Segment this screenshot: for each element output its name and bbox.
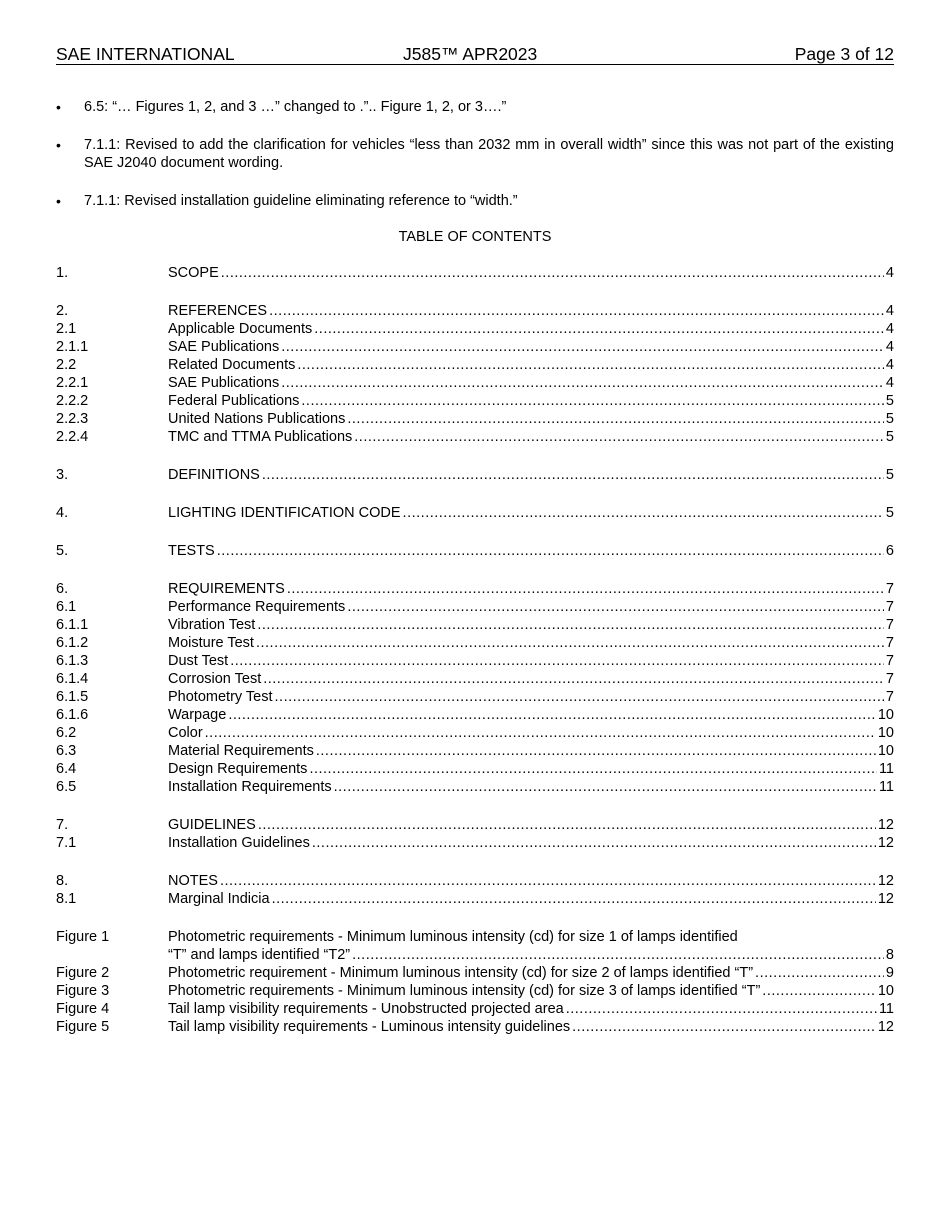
toc-entry[interactable] [56,834,894,852]
toc-entry-title: Warpage [168,707,227,723]
toc-entry-page: 5 [885,505,894,521]
toc-entry-page: 12 [877,891,894,907]
toc-entry[interactable] [56,816,894,834]
toc-entry-page: 5 [885,429,894,445]
figure-title: “T” and lamps identified “T2” [168,947,351,963]
dot-leader [572,1018,876,1036]
toc-entry[interactable] [56,688,894,706]
toc-entry-number: 6.1.3 [56,653,89,669]
toc-entry-number: 2.1 [56,321,77,337]
toc-entry[interactable] [56,356,894,374]
dot-leader [281,338,884,356]
dot-leader [352,946,884,964]
toc-entry-number: 6.1 [56,599,77,615]
table-of-contents [56,264,894,1036]
toc-entry-page: 12 [877,873,894,889]
toc-entry[interactable] [56,778,894,796]
figure-number: Figure 1 [56,929,110,945]
toc-entry-title: TMC and TTMA Publications [168,429,353,445]
toc-entry-page: 11 [878,761,894,777]
toc-entry-title: REFERENCES [168,303,268,319]
toc-entry-title: Color [168,725,203,741]
figure-entry[interactable] [56,928,894,946]
toc-entry-title: Installation Guidelines [168,835,310,851]
toc-entry-number: 8.1 [56,891,77,907]
toc-entry-title: Federal Publications [168,393,300,409]
dot-leader [297,356,884,374]
header-document-id: J585™ APR2023 [403,44,538,64]
dot-leader [272,890,876,908]
toc-entry[interactable] [56,374,894,392]
figure-page: 10 [877,983,894,999]
toc-entry-number: 4. [56,505,69,521]
dot-leader [347,598,884,616]
toc-entry[interactable] [56,504,894,522]
toc-entry-page: 4 [885,265,894,281]
toc-entry-title: Vibration Test [168,617,256,633]
toc-entry[interactable] [56,706,894,724]
toc-entry-title: GUIDELINES [168,817,256,833]
toc-entry-title: Applicable Documents [168,321,313,337]
figure-entry[interactable] [56,1000,894,1018]
dot-leader [347,410,884,428]
bullet-dot-icon: • [56,193,61,209]
figure-entry[interactable] [56,1018,894,1036]
figure-entry[interactable] [56,982,894,1000]
dot-leader [262,466,884,484]
toc-entry-number: 6.5 [56,779,77,795]
toc-entry-number: 8. [56,873,69,889]
figure-title: Photometric requirement - Minimum luminous intensity (cd) for size 2 of lamps identified “T” [168,965,754,981]
figure-entry-continued[interactable] [56,946,894,964]
toc-entry-number: 2.2.3 [56,411,89,427]
toc-entry-page: 5 [885,467,894,483]
toc-entry-page: 7 [885,653,894,669]
toc-entry-page: 11 [878,779,894,795]
toc-entry-title: Marginal Indicia [168,891,270,907]
toc-entry-number: 3. [56,467,69,483]
toc-entry-title: Material Requirements [168,743,314,759]
figure-page: 8 [885,947,894,963]
toc-entry-title: SAE Publications [168,339,280,355]
toc-entry[interactable] [56,652,894,670]
toc-heading: TABLE OF CONTENTS [398,229,552,245]
toc-entry[interactable] [56,392,894,410]
toc-entry-page: 5 [885,411,894,427]
toc-entry[interactable] [56,542,894,560]
toc-entry-title: Installation Requirements [168,779,332,795]
toc-entry-number: 1. [56,265,69,281]
toc-entry[interactable] [56,320,894,338]
bullet-item [56,136,894,172]
toc-entry-number: 2.2.2 [56,393,89,409]
dot-leader [275,688,884,706]
toc-entry-number: 2.2 [56,357,77,373]
toc-entry-page: 10 [877,743,894,759]
figure-page: 9 [885,965,894,981]
toc-entry-number: 7. [56,817,69,833]
toc-entry-title: SAE Publications [168,375,280,391]
dot-leader [269,302,884,320]
toc-entry-page: 4 [885,321,894,337]
dot-leader [281,374,884,392]
toc-entry-page: 10 [877,725,894,741]
toc-entry-page: 10 [877,707,894,723]
toc-entry-page: 7 [885,689,894,705]
dot-leader [354,428,884,446]
toc-entry[interactable] [56,264,894,282]
bullet-text: 6.5: “… Figures 1, 2, and 3 …” changed to .”.. Figure 1, 2, or 3….” [84,99,507,115]
toc-entry-title: TESTS [168,543,215,559]
toc-entry-title: Dust Test [168,653,229,669]
toc-entry[interactable] [56,598,894,616]
toc-entry-title: SCOPE [168,265,219,281]
toc-entry-page: 7 [885,635,894,651]
toc-entry-page: 4 [885,303,894,319]
toc-entry-number: 2.2.1 [56,375,89,391]
toc-entry-number: 6.3 [56,743,77,759]
figure-page: 11 [878,1001,894,1017]
dot-leader [220,872,876,890]
dot-leader [566,1000,877,1018]
figure-number: Figure 3 [56,983,110,999]
dot-leader [230,652,884,670]
toc-entry-page: 5 [885,393,894,409]
toc-entry-page: 4 [885,375,894,391]
toc-entry[interactable] [56,634,894,652]
toc-entry[interactable] [56,428,894,446]
toc-entry-number: 7.1 [56,835,77,851]
header-publisher: SAE INTERNATIONAL [56,44,235,64]
dot-leader [762,982,876,1000]
dot-leader [258,816,876,834]
toc-entry-title: Performance Requirements [168,599,346,615]
toc-entry-page: 4 [885,339,894,355]
toc-entry-number: 6.1.4 [56,671,89,687]
toc-entry-page: 7 [885,581,894,597]
figure-number: Figure 4 [56,1001,110,1017]
toc-entry-number: 6.4 [56,761,77,777]
toc-entry-title: REQUIREMENTS [168,581,285,597]
header-page-number: Page 3 of 12 [794,44,894,64]
dot-leader [314,320,884,338]
dot-leader [301,392,884,410]
toc-entry-number: 5. [56,543,69,559]
page-header [56,44,894,65]
dot-leader [256,634,884,652]
figure-title: Photometric requirements - Minimum luminous intensity (cd) for size 1 of lamps identified [168,929,738,945]
figure-entry[interactable] [56,964,894,982]
dot-leader [312,834,876,852]
figure-number: Figure 5 [56,1019,110,1035]
toc-entry[interactable] [56,742,894,760]
dot-leader [309,760,877,778]
toc-entry-page: 7 [885,671,894,687]
toc-entry-number: 6.1.5 [56,689,89,705]
dot-leader [221,264,884,282]
toc-entry[interactable] [56,616,894,634]
bullet-dot-icon: • [56,99,61,115]
toc-entry-page: 12 [877,835,894,851]
bullet-text: 7.1.1: Revised to add the clarification for vehicles “less than 2032 mm in overall width” since this was not part of the existing SAE J2040 document wording. [84,137,894,171]
toc-entry[interactable] [56,302,894,320]
toc-entry-number: 6.2 [56,725,77,741]
revision-bullet-list [56,98,894,230]
dot-leader [287,580,884,598]
toc-entry-title: NOTES [168,873,218,889]
dot-leader [257,616,884,634]
toc-entry-number: 6.1.1 [56,617,89,633]
figure-number: Figure 2 [56,965,110,981]
toc-entry-page: 4 [885,357,894,373]
toc-entry-title: Design Requirements [168,761,308,777]
toc-entry-page: 12 [877,817,894,833]
toc-entry[interactable] [56,890,894,908]
bullet-item [56,192,894,210]
toc-entry-page: 6 [885,543,894,559]
toc-entry-title: Photometry Test [168,689,273,705]
figure-title: Tail lamp visibility requirements - Unobstructed projected area [168,1001,564,1017]
bullet-dot-icon: • [56,137,61,153]
toc-entry-number: 6.1.2 [56,635,89,651]
toc-entry[interactable] [56,580,894,598]
bullet-item [56,98,894,116]
toc-entry-page: 7 [885,599,894,615]
dot-leader [316,742,876,760]
toc-entry-page: 7 [885,617,894,633]
toc-entry-title: Related Documents [168,357,296,373]
dot-leader [205,724,876,742]
toc-entry[interactable] [56,670,894,688]
dot-leader [755,964,884,982]
dot-leader [334,778,877,796]
dot-leader [217,542,884,560]
toc-entry-number: 2.2.4 [56,429,89,445]
toc-entry-number: 6.1.6 [56,707,89,723]
toc-entry-number: 2.1.1 [56,339,89,355]
toc-entry-title: Moisture Test [168,635,254,651]
toc-entry-title: Corrosion Test [168,671,262,687]
toc-entry[interactable] [56,760,894,778]
toc-entry[interactable] [56,466,894,484]
toc-entry-number: 2. [56,303,69,319]
toc-entry[interactable] [56,872,894,890]
figure-title: Tail lamp visibility requirements - Luminous intensity guidelines [168,1019,571,1035]
figure-page: 12 [877,1019,894,1035]
toc-entry-title: United Nations Publications [168,411,346,427]
toc-entry-title: LIGHTING IDENTIFICATION CODE [168,505,401,521]
toc-entry-title: DEFINITIONS [168,467,260,483]
toc-entry[interactable] [56,338,894,356]
bullet-text: 7.1.1: Revised installation guideline eliminating reference to “width.” [84,193,518,209]
toc-entry[interactable] [56,410,894,428]
dot-leader [228,706,876,724]
dot-leader [403,504,884,522]
figure-title: Photometric requirements - Minimum luminous intensity (cd) for size 3 of lamps identified “T” [168,983,761,999]
toc-entry[interactable] [56,724,894,742]
dot-leader [263,670,884,688]
toc-entry-number: 6. [56,581,69,597]
